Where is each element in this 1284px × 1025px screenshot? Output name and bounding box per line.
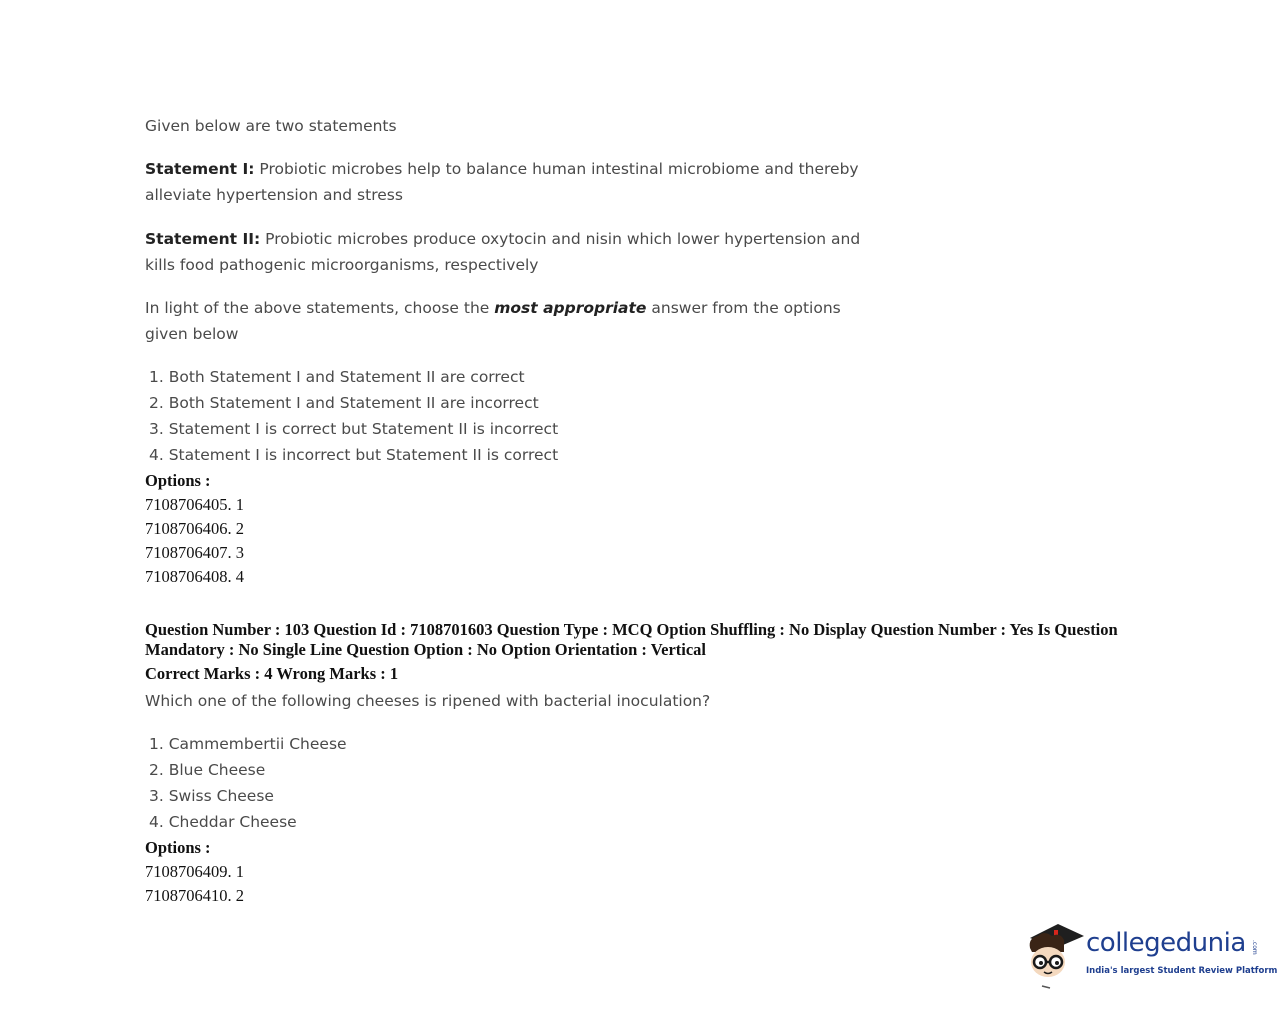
options-title: Options : — [145, 838, 211, 857]
choice-item: 1. Cammembertii Cheese — [149, 735, 347, 753]
choice-item: 1. Both Statement I and Statement II are correct — [149, 368, 525, 386]
instruction-emphasis: most appropriate — [494, 299, 647, 317]
option-id: 7108706406. 2 — [145, 519, 244, 538]
choice-item: 3. Statement I is correct but Statement II is incorrect — [149, 420, 559, 438]
question-marks: Correct Marks : 4 Wrong Marks : 1 — [145, 664, 399, 683]
question-1-choice-list — [149, 364, 558, 468]
choice-item: 2. Both Statement I and Statement II are incorrect — [149, 394, 539, 412]
choice-item: 3. Swiss Cheese — [149, 787, 274, 805]
question-2-choice-list — [149, 731, 347, 835]
option-id: 7108706410. 2 — [145, 886, 244, 905]
logo-domain-suffix: .com — [1251, 940, 1258, 955]
statement-1-text: Probiotic microbes help to balance human intestinal microbiome and thereby alleviate hypertension and stress — [145, 160, 859, 204]
statement-2-label: Statement II: — [145, 230, 261, 248]
option-id: 7108706408. 4 — [145, 567, 244, 586]
logo-tagline: India's largest Student Review Platform — [1086, 966, 1278, 976]
question-instruction — [145, 295, 885, 347]
option-id: 7108706407. 3 — [145, 543, 244, 562]
mascot-icon — [1024, 918, 1086, 990]
question-1-options — [145, 469, 244, 589]
instruction-text-after: answer from the options given below — [145, 299, 841, 343]
statement-1-label: Statement I: — [145, 160, 255, 178]
collegedunia-logo — [1024, 918, 1278, 990]
statement-1 — [145, 156, 885, 208]
choice-item: 2. Blue Cheese — [149, 761, 266, 779]
instruction-text-before: In light of the above statements, choose the — [145, 299, 495, 317]
question-intro: Given below are two statements — [145, 117, 397, 135]
statement-2 — [145, 226, 885, 278]
options-title: Options : — [145, 471, 211, 490]
question-meta: Question Number : 103 Question Id : 7108701603 Question Type : MCQ Option Shuffling : No Display Question Number : Yes Is Question Mandatory : No Single Line Question Option : No Option Orientation : Vertical — [145, 620, 1118, 659]
question-2-options — [145, 836, 244, 908]
option-id: 7108706405. 1 — [145, 495, 244, 514]
choice-item: 4. Statement I is incorrect but Statement II is correct — [149, 446, 559, 464]
option-id: 7108706409. 1 — [145, 862, 244, 881]
statement-2-text: Probiotic microbes produce oxytocin and nisin which lower hypertension and kills food pathogenic microorganisms, respectively — [145, 230, 861, 274]
logo-brand-name: collegedunia — [1086, 928, 1246, 958]
choice-item: 4. Cheddar Cheese — [149, 813, 297, 831]
question-text: Which one of the following cheeses is ripened with bacterial inoculation? — [145, 692, 711, 710]
